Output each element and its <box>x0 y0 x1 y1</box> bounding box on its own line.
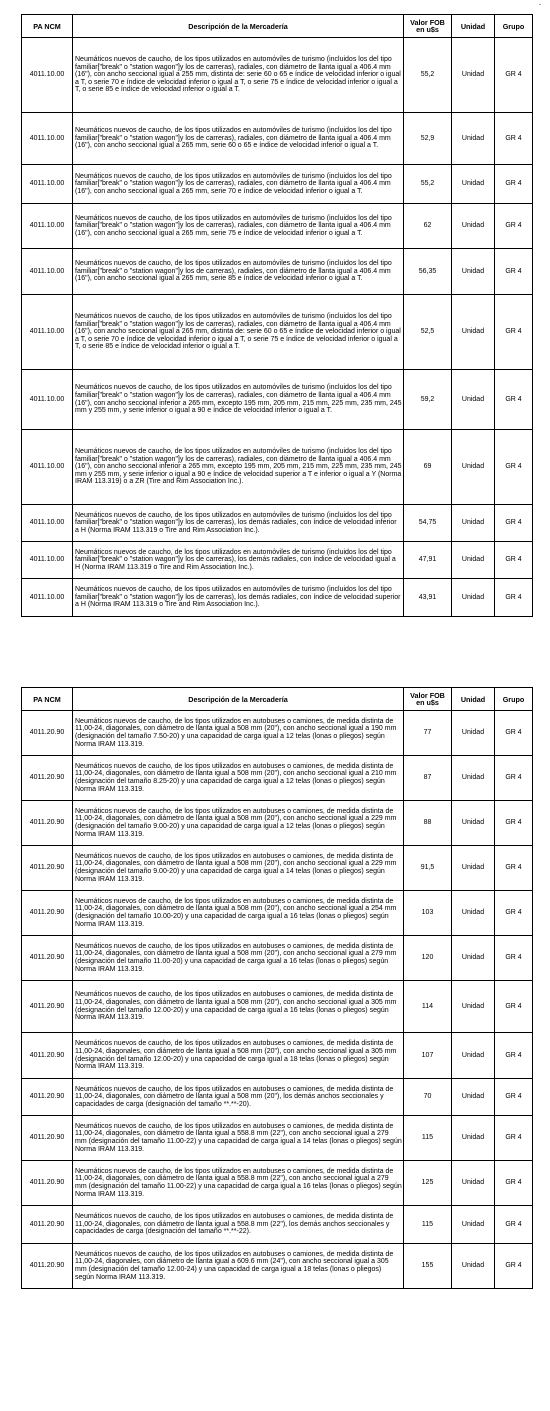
cell-descripcion: Neumáticos nuevos de caucho, de los tipos utilizados en autobuses o camiones, de medida distinta de 11,00-24, diagonales, con diámetro de llanta igual a 508 mm (20"), con ancho seccional igual a 210 mm (designación del tamaño 8.25-20) y una capacidad de carga igual a 12 telas (lonas o pliegos) según Norma IRAM 113.319. <box>73 756 404 801</box>
cell-pa-ncm: 4011.10.00 <box>22 165 73 204</box>
cell-grupo: GR 4 <box>495 542 533 579</box>
table-row <box>22 711 533 756</box>
cell-unidad: Unidad <box>452 1161 495 1206</box>
header-valor-fob: Valor FOB en u$s <box>404 15 452 38</box>
cell-grupo: GR 4 <box>495 295 533 370</box>
cell-grupo: GR 4 <box>495 936 533 981</box>
cell-pa-ncm: 4011.10.00 <box>22 370 73 430</box>
cell-pa-ncm: 4011.10.00 <box>22 249 73 295</box>
cell-unidad: Unidad <box>452 370 495 430</box>
table-row <box>22 249 533 295</box>
cell-grupo: GR 4 <box>495 846 533 891</box>
cell-valor-fob: 54,75 <box>404 505 452 542</box>
table-body <box>22 711 533 1289</box>
cell-descripcion: Neumáticos nuevos de caucho, de los tipos utilizados en automóviles de turismo (incluidos los del tipo familiar["break" o "station wagon"]y los de carreras), radiales, con diámetro de llanta igual a 406.4 mm (16"), con ancho seccional igual a 265 mm, serie 60 o 65 e índice de velocidad inferior o igual a T. <box>73 113 404 165</box>
cell-unidad: Unidad <box>452 295 495 370</box>
cell-pa-ncm: 4011.20.90 <box>22 1244 73 1289</box>
cell-valor-fob: 55,2 <box>404 165 452 204</box>
cell-pa-ncm: 4011.20.90 <box>22 711 73 756</box>
cell-grupo: GR 4 <box>495 1116 533 1161</box>
cell-pa-ncm: 4011.10.00 <box>22 295 73 370</box>
table-row <box>22 1079 533 1116</box>
cell-unidad: Unidad <box>452 891 495 936</box>
cell-grupo: GR 4 <box>495 801 533 846</box>
cell-unidad: Unidad <box>452 801 495 846</box>
cell-unidad: Unidad <box>452 430 495 505</box>
table-row <box>22 1116 533 1161</box>
cell-unidad: Unidad <box>452 505 495 542</box>
cell-grupo: GR 4 <box>495 1161 533 1206</box>
table-row <box>22 936 533 981</box>
cell-grupo: GR 4 <box>495 430 533 505</box>
page-corner-mark: - <box>539 2 541 8</box>
cell-grupo: GR 4 <box>495 204 533 249</box>
header-unidad: Unidad <box>452 15 495 38</box>
cell-grupo: GR 4 <box>495 891 533 936</box>
table-row <box>22 801 533 846</box>
table-row <box>22 1033 533 1079</box>
cell-grupo: GR 4 <box>495 165 533 204</box>
cell-grupo: GR 4 <box>495 711 533 756</box>
cell-descripcion: Neumáticos nuevos de caucho, de los tipos utilizados en autobuses o camiones, de medida distinta de 11,00-24, diagonales, con diámetro de llanta igual a 558.8 mm (22"), con ancho seccional igual a 279 mm (designación del tamaño 11.00-22) y una capacidad de carga igual a 16 telas (lonas o pliegos) según Norma IRAM 113.319. <box>73 1161 404 1206</box>
cell-grupo: GR 4 <box>495 1079 533 1116</box>
cell-valor-fob: 115 <box>404 1206 452 1244</box>
cell-descripcion: Neumáticos nuevos de caucho, de los tipos utilizados en autobuses o camiones, de medida distinta de 11,00-24, diagonales, con diámetro de llanta igual a 508 mm (20"), con ancho seccional igual a 254 mm (designación del tamaño 10.00-20) y una capacidad de carga igual a 16 telas (lonas o pliegos) según Norma IRAM 113.319. <box>73 891 404 936</box>
cell-pa-ncm: 4011.20.90 <box>22 846 73 891</box>
cell-valor-fob: 47,91 <box>404 542 452 579</box>
table-row <box>22 370 533 430</box>
header-grupo: Grupo <box>495 15 533 38</box>
cell-descripcion: Neumáticos nuevos de caucho, de los tipos utilizados en automóviles de turismo (incluidos los del tipo familiar["break" o "station wagon"]y los de carreras), radiales, con diámetro de llanta igual a 406.4 mm (16"), con ancho seccional igual a 265 mm, serie 70 e índice de velocidad inferior o igual a T. <box>73 165 404 204</box>
table-row <box>22 981 533 1033</box>
cell-descripcion: Neumáticos nuevos de caucho, de los tipos utilizados en automóviles de turismo (incluidos los del tipo familiar["break" o "station wagon"]y los de carreras), radiales, con diámetro de llanta igual a 406.4 mm (16"), con ancho seccional inferior a 265 mm, excepto 195 mm, 205 mm, 215 mm, 225 mm, 235 mm, 245 mm y 255 mm, y serie inferior o igual a 90 e índice de velocidad inferior o igual a T. <box>73 370 404 430</box>
cell-valor-fob: 103 <box>404 891 452 936</box>
cell-pa-ncm: 4011.10.00 <box>22 505 73 542</box>
cell-pa-ncm: 4011.10.00 <box>22 579 73 617</box>
table-row <box>22 165 533 204</box>
cell-descripcion: Neumáticos nuevos de caucho, de los tipos utilizados en autobuses o camiones, de medida distinta de 11,00-24, diagonales, con diámetro de llanta igual a 609.6 mm (24"), con ancho seccional igual a 305 mm (designación del tamaño 12.00-24) y una capacidad de carga igual a 18 telas (lonas o pliegos) según Norma IRAM 113.319. <box>73 1244 404 1289</box>
cell-pa-ncm: 4011.10.00 <box>22 113 73 165</box>
cell-descripcion: Neumáticos nuevos de caucho, de los tipos utilizados en autobuses o camiones, de medida distinta de 11,00-24, diagonales, con diámetro de llanta igual a 558.8 mm (22"), con ancho seccional igual a 279 mm (designación del tamaño 11.00-22) y una capacidad de carga igual a 14 telas (lonas o pliegos) según Norma IRAM 113.319. <box>73 1116 404 1161</box>
table-header <box>22 15 533 38</box>
cell-descripcion: Neumáticos nuevos de caucho, de los tipos utilizados en autobuses o camiones, de medida distinta de 11,00-24, diagonales, con diámetro de llanta igual a 508 mm (20"), con ancho seccional igual a 229 mm (designación del tamaño 9.00-20) y una capacidad de carga igual a 12 telas (lonas o pliegos) según Norma IRAM 113.319. <box>73 801 404 846</box>
cell-grupo: GR 4 <box>495 249 533 295</box>
cell-grupo: GR 4 <box>495 1244 533 1289</box>
cell-pa-ncm: 4011.20.90 <box>22 1079 73 1116</box>
cell-unidad: Unidad <box>452 579 495 617</box>
cell-unidad: Unidad <box>452 1116 495 1161</box>
cell-valor-fob: 115 <box>404 1116 452 1161</box>
cell-pa-ncm: 4011.10.00 <box>22 204 73 249</box>
cell-unidad: Unidad <box>452 204 495 249</box>
table-row <box>22 1161 533 1206</box>
cell-pa-ncm: 4011.20.90 <box>22 756 73 801</box>
cell-descripcion: Neumáticos nuevos de caucho, de los tipos utilizados en automóviles de turismo (incluidos los del tipo familiar["break" o "station wagon"]y los de carreras), los demás radiales, con índice de velocidad inferior a H (Norma IRAM 113.319 o Tire and Rim Association Inc.). <box>73 505 404 542</box>
cell-unidad: Unidad <box>452 1079 495 1116</box>
cell-grupo: GR 4 <box>495 370 533 430</box>
table-row <box>22 38 533 113</box>
cell-unidad: Unidad <box>452 113 495 165</box>
cell-valor-fob: 91,5 <box>404 846 452 891</box>
tariff-table-1 <box>21 14 533 617</box>
cell-descripcion: Neumáticos nuevos de caucho, de los tipos utilizados en autobuses o camiones, de medida distinta de 11,00-24, diagonales, con diámetro de llanta igual a 508 mm (20"), con ancho seccional igual a 190 mm (designación del tamaño 7.50-20) y una capacidad de carga igual a 12 telas (lonas o pliegos) según Norma IRAM 113.319. <box>73 711 404 756</box>
cell-pa-ncm: 4011.20.90 <box>22 801 73 846</box>
cell-descripcion: Neumáticos nuevos de caucho, de los tipos utilizados en automóviles de turismo (incluidos los del tipo familiar["break" o "station wagon"]y los de carreras), los demás radiales, con índice de velocidad igual a H (Norma IRAM 113.319 o Tire and Rim Association Inc.). <box>73 542 404 579</box>
table-row <box>22 756 533 801</box>
table-row <box>22 1206 533 1244</box>
table-row <box>22 846 533 891</box>
cell-valor-fob: 70 <box>404 1079 452 1116</box>
cell-pa-ncm: 4011.20.90 <box>22 981 73 1033</box>
cell-valor-fob: 43,91 <box>404 579 452 617</box>
cell-valor-fob: 120 <box>404 936 452 981</box>
cell-pa-ncm: 4011.10.00 <box>22 430 73 505</box>
table-row <box>22 295 533 370</box>
cell-descripcion: Neumáticos nuevos de caucho, de los tipos utilizados en autobuses o camiones, de medida distinta de 11,00-24, diagonales, con diámetro de llanta igual a 508 mm (20"), con ancho seccional igual a 279 mm (designación del tamaño 11.00-20) y una capacidad de carga igual a 16 telas (lonas o pliegos) según Norma IRAM 113.319. <box>73 936 404 981</box>
cell-unidad: Unidad <box>452 542 495 579</box>
table-row <box>22 1244 533 1289</box>
cell-valor-fob: 55,2 <box>404 38 452 113</box>
cell-pa-ncm: 4011.10.00 <box>22 38 73 113</box>
header-pa-ncm: PA NCM <box>22 15 73 38</box>
cell-valor-fob: 125 <box>404 1161 452 1206</box>
header-pa-ncm: PA NCM <box>22 688 73 711</box>
cell-pa-ncm: 4011.20.90 <box>22 936 73 981</box>
cell-descripcion: Neumáticos nuevos de caucho, de los tipos utilizados en autobuses o camiones, de medida distinta de 11,00-24, diagonales, con diámetro de llanta igual a 508 mm (20"), con ancho seccional igual a 305 mm (designación del tamaño 12.00-20) y una capacidad de carga igual a 18 telas (lonas o pliegos) según Norma IRAM 113.319. <box>73 1033 404 1079</box>
cell-descripcion: Neumáticos nuevos de caucho, de los tipos utilizados en autobuses o camiones, de medida distinta de 11,00-24, diagonales, con diámetro de llanta igual a 558.8 mm (22"), los demás anchos seccionales y capacidades de carga (designación del tamaño **.**-22). <box>73 1206 404 1244</box>
cell-unidad: Unidad <box>452 936 495 981</box>
cell-descripcion: Neumáticos nuevos de caucho, de los tipos utilizados en autobuses o camiones, de medida distinta de 11,00-24, diagonales, con diámetro de llanta igual a 508 mm (20"), con ancho seccional igual a 305 mm (designación del tamaño 12.00-20) y una capacidad de carga igual a 16 telas (lonas o pliegos) según Norma IRAM 113.319. <box>73 981 404 1033</box>
cell-unidad: Unidad <box>452 165 495 204</box>
cell-valor-fob: 114 <box>404 981 452 1033</box>
table-row <box>22 204 533 249</box>
table-row <box>22 891 533 936</box>
cell-grupo: GR 4 <box>495 756 533 801</box>
cell-pa-ncm: 4011.10.00 <box>22 542 73 579</box>
cell-unidad: Unidad <box>452 711 495 756</box>
table-body <box>22 38 533 617</box>
table-header <box>22 688 533 711</box>
cell-valor-fob: 62 <box>404 204 452 249</box>
cell-pa-ncm: 4011.20.90 <box>22 1033 73 1079</box>
cell-valor-fob: 59,2 <box>404 370 452 430</box>
header-grupo: Grupo <box>495 688 533 711</box>
cell-unidad: Unidad <box>452 1206 495 1244</box>
cell-valor-fob: 107 <box>404 1033 452 1079</box>
tariff-table-2 <box>21 687 533 1289</box>
cell-valor-fob: 69 <box>404 430 452 505</box>
cell-descripcion: Neumáticos nuevos de caucho, de los tipos utilizados en automóviles de turismo (incluidos los del tipo familiar["break" o "station wagon"]y los de carreras), los demás radiales, con índice de velocidad superior a H (Norma IRAM 113.319 o Tire and Rim Association Inc.). <box>73 579 404 617</box>
cell-valor-fob: 155 <box>404 1244 452 1289</box>
header-descripcion: Descripción de la Mercadería <box>73 688 404 711</box>
table-row <box>22 430 533 505</box>
cell-grupo: GR 4 <box>495 1033 533 1079</box>
cell-pa-ncm: 4011.20.90 <box>22 1116 73 1161</box>
cell-valor-fob: 56,35 <box>404 249 452 295</box>
cell-valor-fob: 88 <box>404 801 452 846</box>
cell-grupo: GR 4 <box>495 113 533 165</box>
cell-descripcion: Neumáticos nuevos de caucho, de los tipos utilizados en automóviles de turismo (incluidos los del tipo familiar["break" o "station wagon"]y los de carreras), radiales, con diámetro de llanta igual a 406.4 mm (16"), con ancho seccional igual a 265 mm, serie 85 e índice de velocidad inferior o igual a T. <box>73 249 404 295</box>
header-unidad: Unidad <box>452 688 495 711</box>
cell-unidad: Unidad <box>452 846 495 891</box>
cell-grupo: GR 4 <box>495 981 533 1033</box>
table-row <box>22 542 533 579</box>
cell-valor-fob: 77 <box>404 711 452 756</box>
cell-descripcion: Neumáticos nuevos de caucho, de los tipos utilizados en automóviles de turismo (incluidos los del tipo familiar["break" o "station wagon"]y los de carreras), radiales, con diámetro de llanta igual a 406.4 mm (16"), con ancho seccional igual a 255 mm, distinta de: serie 60 o 65 e índice de velocidad inferior o igual a T, o serie 70 e índice de velocidad inferior o igual a T, o serie 75 e índice de velocidad inferior o igual a T, o serie 85 e índice de velocidad inferior o igual a T. <box>73 38 404 113</box>
cell-unidad: Unidad <box>452 1033 495 1079</box>
header-descripcion: Descripción de la Mercadería <box>73 15 404 38</box>
cell-descripcion: Neumáticos nuevos de caucho, de los tipos utilizados en automóviles de turismo (incluidos los del tipo familiar["break" o "station wagon"]y los de carreras), radiales, con diámetro de llanta igual a 406.4 mm (16"), con ancho seccional igual a 265 mm, serie 75 e índice de velocidad inferior o igual a T. <box>73 204 404 249</box>
cell-grupo: GR 4 <box>495 579 533 617</box>
cell-unidad: Unidad <box>452 981 495 1033</box>
cell-grupo: GR 4 <box>495 505 533 542</box>
cell-unidad: Unidad <box>452 756 495 801</box>
cell-unidad: Unidad <box>452 38 495 113</box>
cell-valor-fob: 52,5 <box>404 295 452 370</box>
cell-pa-ncm: 4011.20.90 <box>22 891 73 936</box>
cell-valor-fob: 52,9 <box>404 113 452 165</box>
table-row <box>22 579 533 617</box>
cell-pa-ncm: 4011.20.90 <box>22 1161 73 1206</box>
cell-grupo: GR 4 <box>495 38 533 113</box>
header-valor-fob: Valor FOB en u$s <box>404 688 452 711</box>
header-row <box>22 688 533 711</box>
cell-unidad: Unidad <box>452 249 495 295</box>
cell-descripcion: Neumáticos nuevos de caucho, de los tipos utilizados en autobuses o camiones, de medida distinta de 11,00-24, diagonales, con diámetro de llanta igual a 508 mm (20"), los demás anchos seccionales y capacidades de carga (designación del tamaño **.**-20). <box>73 1079 404 1116</box>
cell-valor-fob: 87 <box>404 756 452 801</box>
cell-descripcion: Neumáticos nuevos de caucho, de los tipos utilizados en autobuses o camiones, de medida distinta de 11,00-24, diagonales, con diámetro de llanta igual a 508 mm (20"), con ancho seccional igual a 229 mm (designación del tamaño 9.00-20) y una capacidad de carga igual a 14 telas (lonas o pliegos) según Norma IRAM 113.319. <box>73 846 404 891</box>
table-row <box>22 113 533 165</box>
cell-pa-ncm: 4011.20.90 <box>22 1206 73 1244</box>
cell-descripcion: Neumáticos nuevos de caucho, de los tipos utilizados en automóviles de turismo (incluidos los del tipo familiar["break" o "station wagon"]y los de carreras), radiales, con diámetro de llanta igual a 406.4 mm (16"), con ancho seccional igual a 265 mm, distinta de: serie 60 o 65 e índice de velocidad inferior o igual a T, o serie 70 e índice de velocidad inferior o igual a T, o serie 75 e índice de velocidad inferior o igual a T, o serie 85 e índice de velocidad inferior o igual a T. <box>73 295 404 370</box>
cell-descripcion: Neumáticos nuevos de caucho, de los tipos utilizados en automóviles de turismo (incluidos los del tipo familiar["break" o "station wagon"]y los de carreras), radiales, con diámetro de llanta igual a 406.4 mm (16"), con ancho seccional inferior a 265 mm, excepto 195 mm, 205 mm, 215 mm, 225 mm, 235 mm, 245 mm y 255 mm, y serie inferior o igual a 90 e índice de velocidad superior a T e inferior o igual a Y (Norma IRAM 113.319) o a ZR (Tire and Rim Association Inc.). <box>73 430 404 505</box>
header-row <box>22 15 533 38</box>
table-row <box>22 505 533 542</box>
cell-grupo: GR 4 <box>495 1206 533 1244</box>
cell-unidad: Unidad <box>452 1244 495 1289</box>
